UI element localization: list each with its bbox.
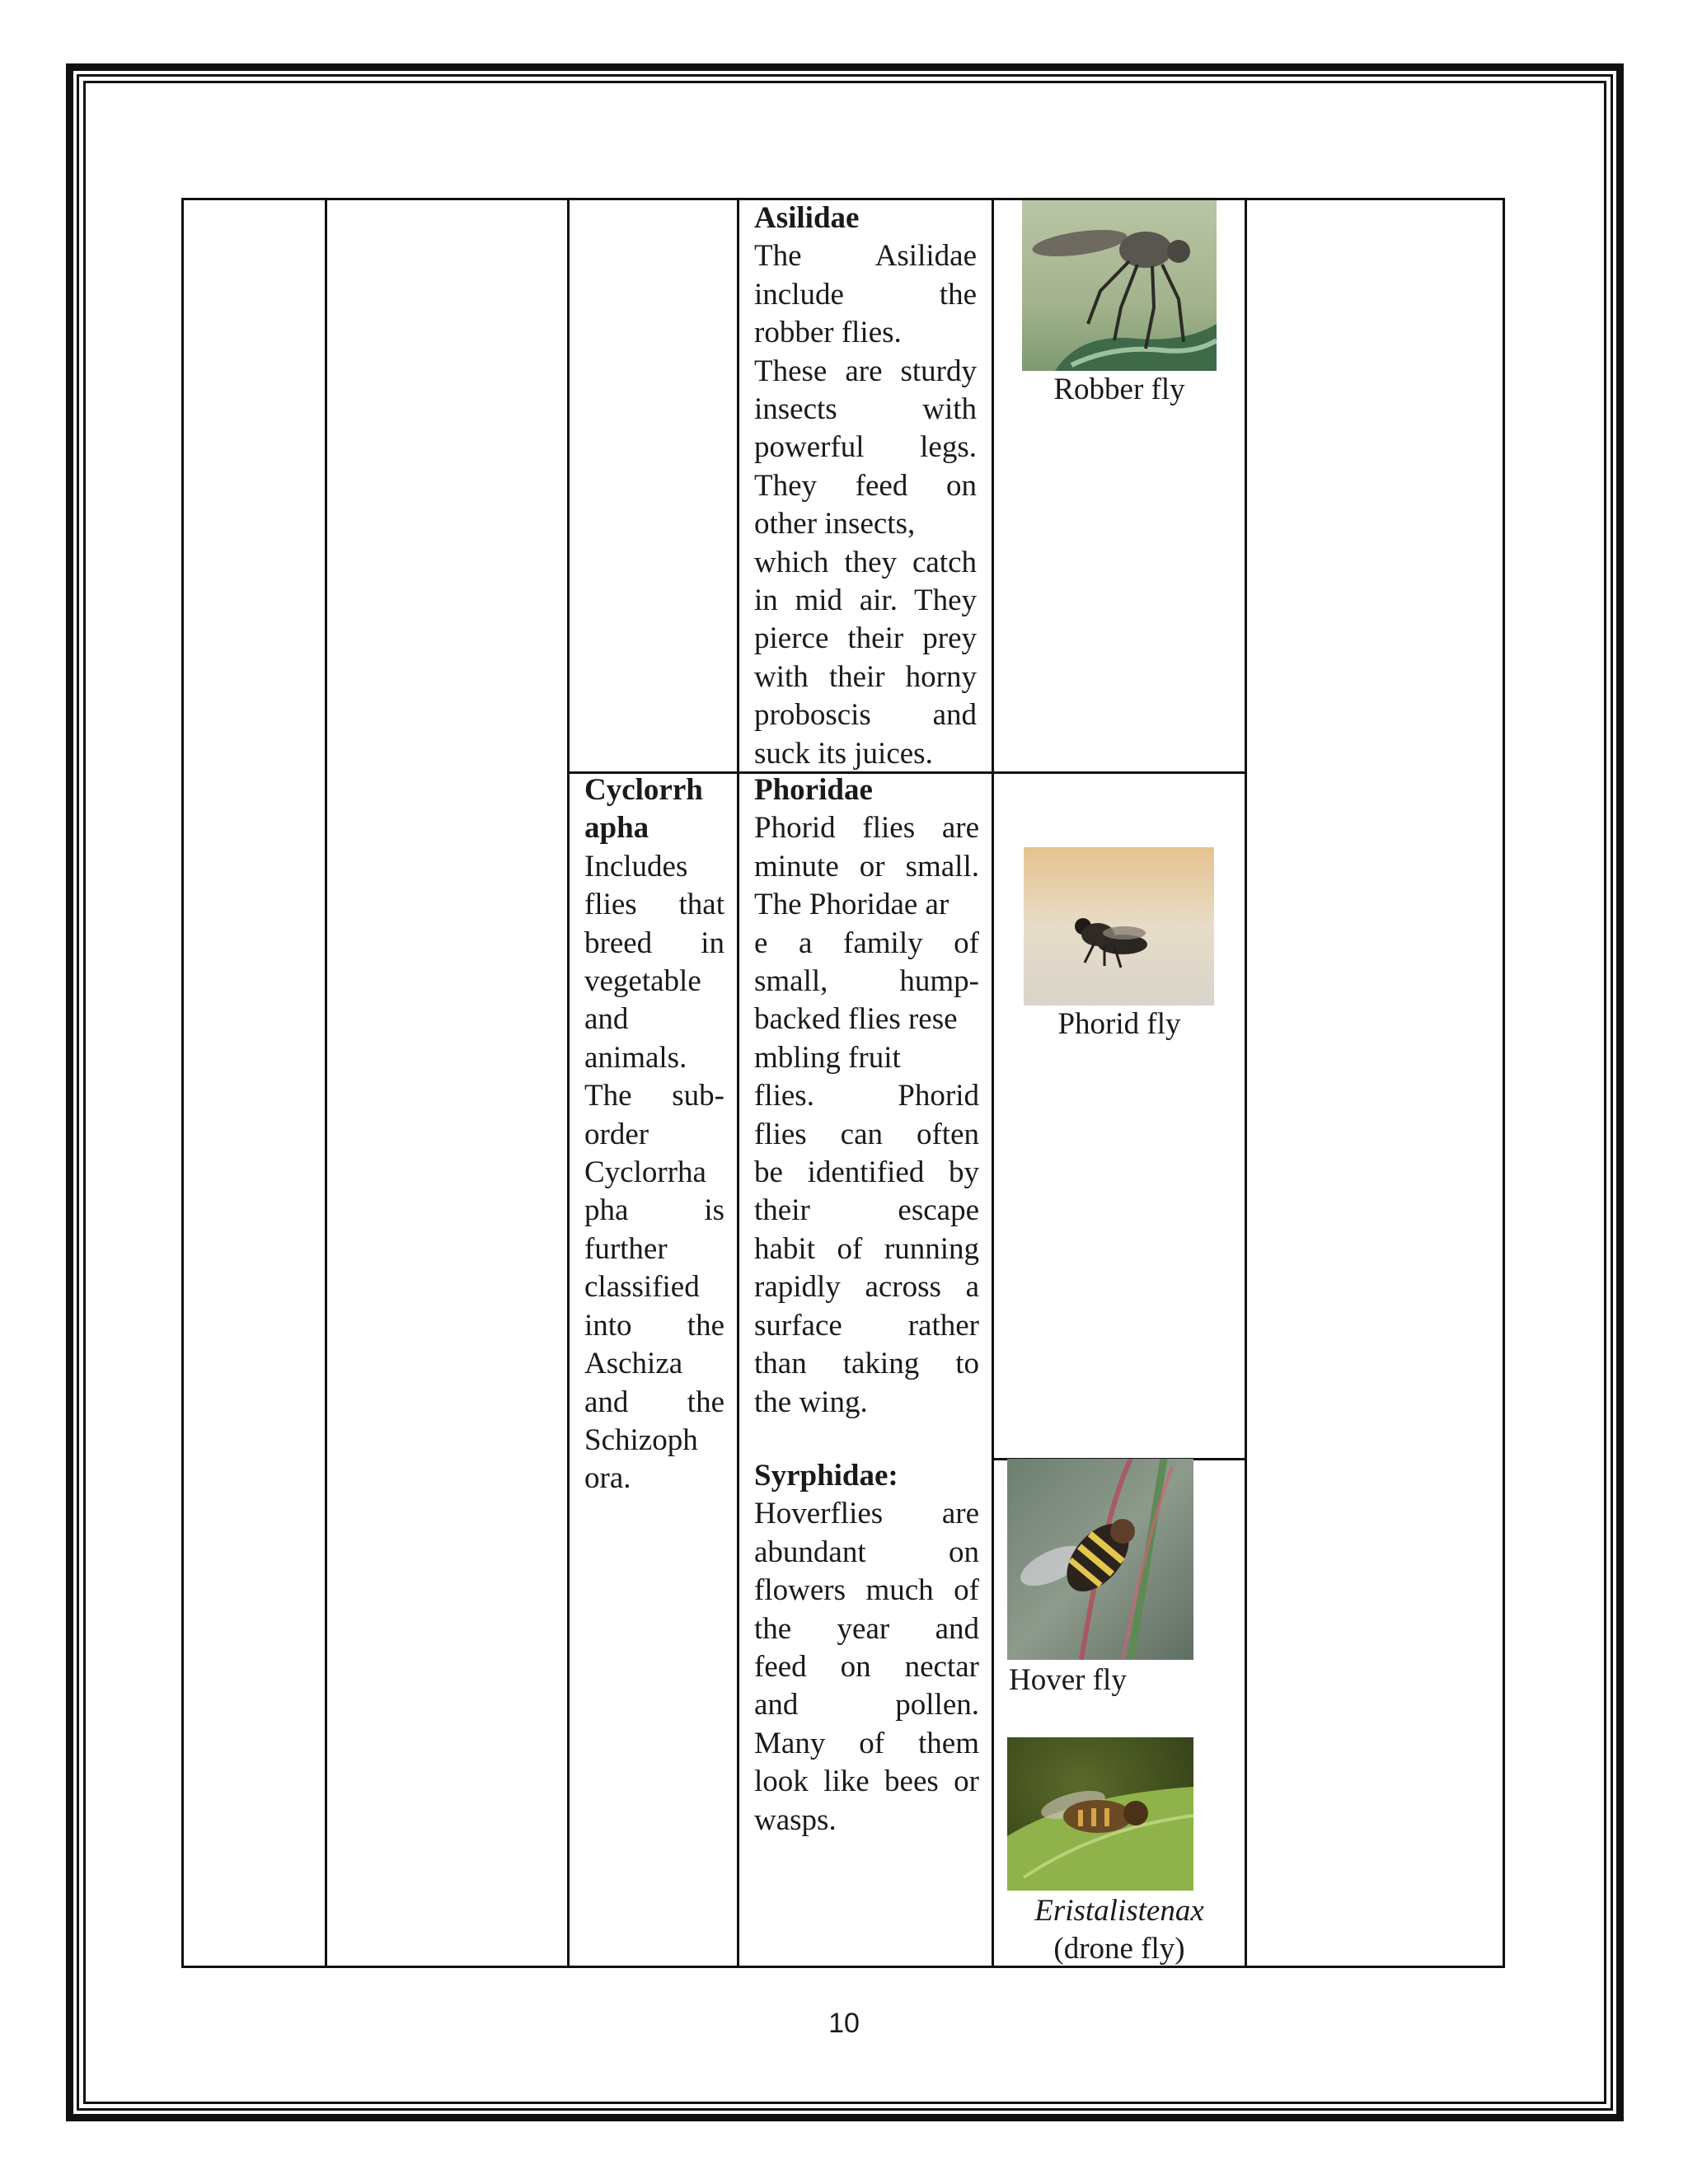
asilidae-cell: [754, 199, 977, 773]
phoridae-line: Phorid flies are: [754, 811, 979, 846]
asilidae-line: with their horny: [754, 659, 977, 694]
asilidae-line: other insects,: [754, 507, 916, 541]
phoridae-cell: [754, 771, 979, 1422]
phoridae-line: than taking to: [754, 1347, 979, 1381]
phoridae-line: e a family of: [754, 926, 979, 960]
drone-fly-caption-species: Eristalistenax: [1034, 1894, 1204, 1928]
syrphidae-line: Hoverflies are: [754, 1497, 979, 1531]
cyclorrhapha-line: animals.: [584, 1040, 687, 1075]
cyclorrhapha-line: vegetable: [584, 964, 701, 999]
cyclorrhapha-line: Aschiza: [584, 1347, 683, 1381]
cyclorrhapha-line: pha is: [584, 1193, 724, 1228]
syrphidae-line: wasps.: [754, 1802, 837, 1837]
cyclorrhapha-line: flies that: [584, 888, 724, 922]
asilidae-line: pierce their prey: [754, 621, 977, 656]
syrphidae-line: look like bees or: [754, 1765, 979, 1799]
cyclorrhapha-line: The sub-: [584, 1079, 724, 1113]
asilidae-line: The Asilidae: [754, 239, 977, 274]
phoridae-line: surface rather: [754, 1308, 979, 1343]
asilidae-line: powerful legs.: [754, 430, 977, 465]
cyclorrhapha-line: ora.: [584, 1461, 631, 1496]
syrphidae-line: the year and: [754, 1611, 979, 1646]
phoridae-line: backed flies rese: [754, 1002, 958, 1037]
phoridae-heading: Phoridae: [754, 773, 873, 807]
syrphidae-line: flowers much of: [754, 1573, 979, 1608]
cyclorrhapha-heading: Cyclorrh: [584, 773, 703, 807]
phoridae-line: mbling fruit: [754, 1040, 901, 1075]
cyclorrhapha-line: order: [584, 1117, 649, 1151]
cyclorrhapha-line: and: [584, 1002, 629, 1037]
syrphidae-heading: Syrphidae:: [754, 1459, 898, 1493]
cyclorrhapha-line: into the: [584, 1308, 724, 1343]
cyclorrhapha-cell: [584, 771, 724, 1498]
asilidae-line: in mid air. They: [754, 583, 977, 618]
asilidae-line: They feed on: [754, 468, 977, 503]
asilidae-line: insects with: [754, 392, 977, 427]
phoridae-line: be identified by: [754, 1155, 979, 1190]
asilidae-line: include the: [754, 277, 977, 312]
phoridae-line: flies. Phorid: [754, 1079, 979, 1113]
asilidae-heading: Asilidae: [754, 201, 860, 235]
drone-fly-caption: [994, 1892, 1245, 1968]
asilidae-line: proboscis and: [754, 698, 977, 733]
cyclorrhapha-line: Schizoph: [584, 1422, 698, 1457]
hover-fly-caption: Hover fly: [1009, 1663, 1127, 1697]
syrphidae-line: Many of them: [754, 1726, 979, 1760]
syrphidae-line: abundant on: [754, 1535, 979, 1569]
cyclorrhapha-heading: apha: [584, 811, 649, 846]
phoridae-line: small, hump-: [754, 964, 979, 999]
robber-fly-photo: [1022, 200, 1217, 371]
phorid-fly-photo: [1024, 847, 1214, 1005]
phoridae-line: rapidly across a: [754, 1270, 979, 1305]
phoridae-line: habit of running: [754, 1231, 979, 1266]
asilidae-line: These are sturdy: [754, 354, 977, 388]
asilidae-line: suck its juices.: [754, 736, 933, 771]
syrphidae-line: feed on nectar: [754, 1650, 979, 1685]
phoridae-line: flies can often: [754, 1117, 979, 1151]
phoridae-line: the wing.: [754, 1385, 868, 1419]
page-number: 10: [828, 2008, 860, 2039]
cyclorrhapha-line: classified: [584, 1270, 700, 1305]
cyclorrhapha-line: and the: [584, 1385, 724, 1419]
robber-fly-caption: Robber fly: [1053, 373, 1185, 406]
cyclorrhapha-line: breed in: [584, 926, 724, 960]
drone-fly-caption-common: (drone fly): [1053, 1932, 1185, 1966]
asilidae-line: which they catch: [754, 545, 977, 579]
drone-fly-photo: [1007, 1737, 1193, 1891]
phorid-fly-caption: Phorid fly: [1057, 1007, 1181, 1041]
cyclorrhapha-line: Cyclorrha: [584, 1155, 706, 1190]
asilidae-line: robber flies.: [754, 316, 902, 350]
cyclorrhapha-line: Includes: [584, 849, 688, 883]
phoridae-line: The Phoridae ar: [754, 888, 950, 922]
phoridae-line: their escape: [754, 1193, 979, 1228]
hover-fly-photo: [1007, 1459, 1193, 1660]
cyclorrhapha-line: further: [584, 1231, 668, 1266]
phoridae-line: minute or small.: [754, 849, 979, 883]
syrphidae-line: and pollen.: [754, 1688, 979, 1722]
syrphidae-cell: [754, 1457, 979, 1840]
